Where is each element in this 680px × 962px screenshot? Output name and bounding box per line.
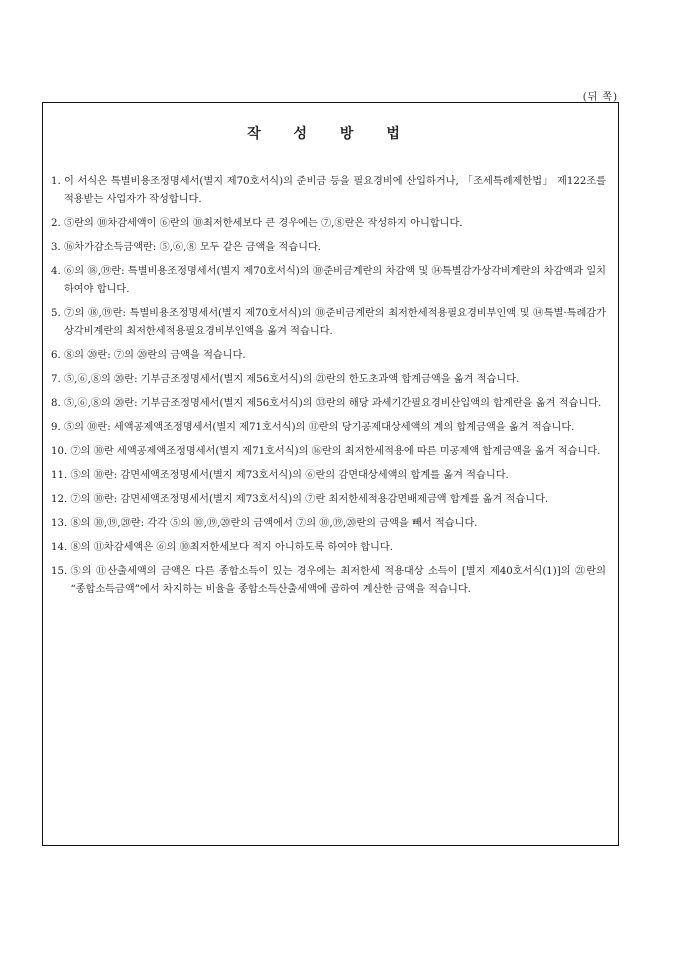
instruction-text: ⑤의 ⑪산출세액의 금액은 다른 종합소득이 있는 경우에는 최저한세 적용대상 소득이 [별지 제40호서식(1)]의 ㉑란의 “종합소득금액”에서 차지하는 비율을 종합소득산출세액에 곱하여 계산한 금액을 적습니다.	[70, 566, 606, 595]
instruction-text: ⑦의 ⑱,⑲란: 특별비용조정명세서(별지 제70호서식)의 ⑩준비금계란의 최저한세적용필요경비부인액 및 ⑭특별·특례감가상각비계란의 최저한세적용필요경비부인액을 옮겨 적습니다.	[63, 308, 606, 337]
instruction-item	[51, 419, 606, 437]
instruction-item	[51, 443, 606, 461]
instruction-number: 7.	[51, 374, 64, 385]
instruction-text: ⑤,⑥,⑧의 ⑳란: 기부금조정명세서(별지 제56호서식)의 ㉑란의 한도초과액 합계금액을 옮겨 적습니다.	[63, 374, 520, 385]
instruction-text: 이 서식은 특별비용조정명세서(별지 제70호서식)의 준비금 등을 필요경비에 산입하거나, 「조세특례제한법」 제122조를 적용받는 사업자가 작성합니다.	[63, 176, 606, 205]
instruction-number: 9.	[51, 422, 64, 433]
instruction-text: ⑧의 ⑩,⑲,⑳란: 각각 ⑤의 ⑩,⑲,⑳란의 금액에서 ⑦의 ⑩,⑲,⑳란의 금액을 빼서 적습니다.	[70, 518, 478, 529]
document-title: 작 성 방 법	[247, 126, 414, 142]
instruction-text: ⑦의 ⑩란: 감면세액조정명세서(별지 제73호서식)의 ⑦란 최저한세적용감면배제금액 합계를 옮겨 적습니다.	[70, 494, 549, 505]
page-side-note: (뒤 쪽)	[582, 92, 618, 103]
instruction-number: 5.	[51, 308, 64, 319]
instruction-item	[51, 491, 606, 509]
instruction-number: 6.	[51, 350, 64, 361]
instruction-number: 2.	[51, 218, 64, 229]
instruction-list	[51, 173, 606, 605]
instruction-number: 14.	[51, 542, 71, 553]
instruction-number: 12.	[51, 494, 71, 505]
instruction-text: ⑥의 ⑱,⑲란: 특별비용조정명세서(별지 제70호서식)의 ⑩준비금계란의 차감액 및 ⑭특별감가상각비계란의 차감액과 일치하여야 합니다.	[63, 266, 606, 295]
instruction-item	[51, 239, 606, 257]
instruction-text: ⑯차가감소득금액란: ⑤,⑥,⑧ 모두 같은 금액을 적습니다.	[63, 242, 322, 253]
instruction-number: 11.	[51, 470, 71, 481]
instruction-item	[51, 347, 606, 365]
instruction-item	[51, 515, 606, 533]
instruction-number: 15.	[51, 566, 71, 577]
instruction-text: ⑧의 ⑪차감세액은 ⑥의 ⑩최저한세보다 적지 아니하도록 하여야 합니다.	[70, 542, 393, 553]
instruction-text: ⑤,⑥,⑧의 ⑳란: 기부금조정명세서(별지 제56호서식)의 ㉝란의 해당 과세기간필요경비산입액의 합계란을 옮겨 적습니다.	[63, 398, 602, 409]
instruction-item	[51, 215, 606, 233]
instruction-item	[51, 395, 606, 413]
instruction-number: 4.	[51, 266, 64, 277]
instruction-number: 1.	[51, 176, 64, 187]
instruction-text: ⑧의 ⑳란: ⑦의 ⑳란의 금액을 적습니다.	[63, 350, 246, 361]
instruction-text: ⑤의 ⑩란: 감면세액조정명세서(별지 제73호서식)의 ⑥란의 감면대상세액의 합계를 옮겨 적습니다.	[70, 470, 509, 481]
instruction-number: 10.	[51, 446, 71, 457]
instruction-text: ⑤의 ⑩란: 세액공제액조정명세서(별지 제71호서식)의 ⑪란의 당기공제대상세액의 계의 합계금액을 옮겨 적습니다.	[63, 422, 575, 433]
instruction-item	[51, 539, 606, 557]
instruction-item	[51, 305, 606, 341]
instruction-text: ⑤란의 ⑩차감세액이 ⑥란의 ⑩최저한세보다 큰 경우에는 ⑦,⑧란은 작성하지 아니합니다.	[63, 218, 463, 229]
instruction-item	[51, 467, 606, 485]
instruction-number: 13.	[51, 518, 71, 529]
instruction-number: 8.	[51, 398, 64, 409]
instruction-item	[51, 173, 606, 209]
instruction-number: 3.	[51, 242, 64, 253]
instructions-box	[42, 102, 619, 846]
instruction-item	[51, 263, 606, 299]
instruction-item	[51, 563, 606, 599]
instruction-item	[51, 371, 606, 389]
instruction-text: ⑦의 ⑩란 세액공제액조정명세서(별지 제71호서식)의 ⑯란의 최저한세적용에 따른 미공제액 합계금액을 옮겨 적습니다.	[70, 446, 601, 457]
